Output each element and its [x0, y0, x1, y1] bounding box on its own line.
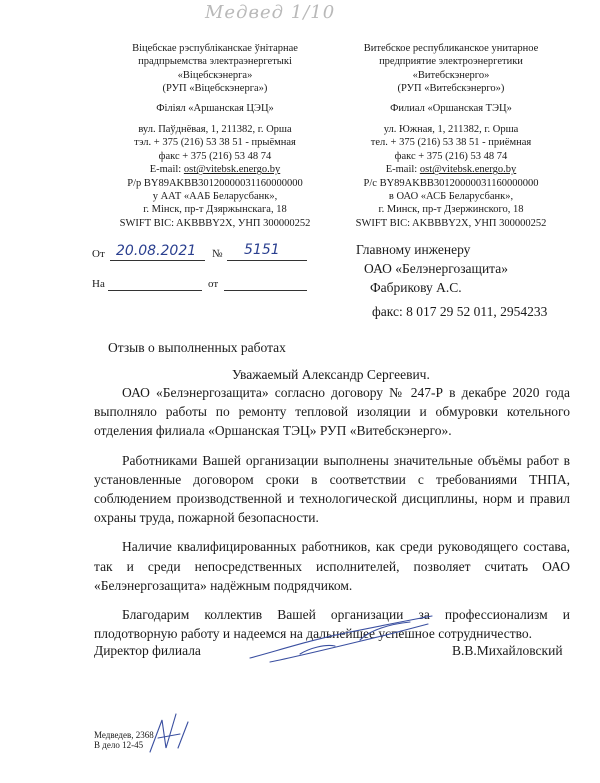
registration-row-1	[92, 244, 307, 264]
fax-line: факс + 375 (216) 53 48 74	[394, 150, 508, 162]
recipient-block	[356, 240, 576, 297]
org-line: «Витебскэнерго»	[412, 69, 490, 81]
footer-block	[94, 730, 154, 750]
branch-line: Філіял «Аршанская ЦЭЦ»	[156, 102, 274, 114]
ot-line	[224, 290, 307, 291]
phone-line: тэл. + 375 (216) 53 38 51 - прыёмная	[134, 137, 296, 149]
header-right	[336, 42, 566, 230]
account-line: Р/с BY89AKBB30120000031160000000	[363, 177, 539, 189]
email-line	[336, 163, 566, 176]
recipient-fax: факс: 8 017 29 52 011, 2954233	[372, 304, 548, 319]
handwritten-signature	[240, 610, 440, 670]
header-left	[100, 42, 330, 230]
email-label: E-mail:	[385, 164, 420, 176]
paragraph: ОАО «Белэнергозащита» согласно договору № 247-Р в декабре 2020 года выполняло работы по ремонту тепловой изоляции и обмуровки котельного отделения филиала «Оршанская ТЭЦ» РУП «Витебскэнерго».	[94, 385, 570, 439]
greeting: Уважаемый Александр Сергеевич.	[232, 367, 430, 382]
number-line	[227, 260, 307, 261]
phone-line: тел. + 375 (216) 53 38 51 - приёмная	[370, 137, 532, 149]
paragraph: Благодарим коллектив Вашей организации за профессионализм и плодотворную работу и надеемся на дальнейшее успешное сотрудничество.	[94, 607, 570, 642]
swift-line: SWIFT BIC: AKBBBY2X, УНП 300000252	[355, 217, 547, 229]
handwritten-date: 20.08.2021	[116, 243, 197, 259]
recipient-position: Главному инженеру	[356, 242, 471, 257]
account-line: Р/р BY89AKBB30120000031160000000	[127, 177, 303, 189]
recipient-org: ОАО «Белэнергозащита»	[364, 261, 508, 276]
bank-line: у ААТ «ААБ Беларусбанк»,	[152, 191, 278, 203]
bank-address-line: г. Минск, пр-т Дзержинского, 18	[378, 204, 524, 216]
file-line: В дело 12-45	[94, 740, 144, 750]
date-line	[110, 260, 205, 261]
paragraph: Наличие квалифицированных работников, как среди руководящего состава, так и среди непосредственных исполнителей, позволяет считать ОАО «Белэнергозащита» надёжным подрядчиком.	[94, 539, 570, 593]
subject-line: Отзыв о выполненных работах	[108, 340, 286, 355]
email-link[interactable]: ost@vitebsk.energo.by	[183, 164, 281, 176]
email-label: E-mail:	[149, 164, 184, 176]
org-line: прадпрыемства электраэнергетыкі	[138, 56, 292, 68]
from-label: От	[92, 248, 105, 260]
email-link[interactable]: ost@vitebsk.energo.by	[419, 164, 517, 176]
signatory-name: В.В.Михайловский	[452, 643, 563, 658]
fax-line: факс + 375 (216) 53 48 74	[158, 150, 272, 162]
na-label: На	[92, 278, 105, 290]
bank-address-line: г. Мінск, пр-т Дзяржынскага, 18	[143, 204, 287, 216]
address-line: вул. Паўднёвая, 1, 211382, г. Орша	[138, 124, 292, 136]
swift-line: SWIFT BIC: AKBBBY2X, УНП 300000252	[119, 217, 311, 229]
org-line: Віцебскае рэспубліканскае ўнітарнае	[132, 43, 298, 54]
org-line: (РУП «Віцебскэнерга»)	[162, 83, 268, 95]
email-line	[100, 163, 330, 176]
org-line: (РУП «Витебскэнерго»)	[397, 83, 505, 95]
recipient-name: Фабрикову А.С.	[370, 280, 462, 295]
handwritten-top-mark: Медвед 1/10	[205, 2, 336, 23]
na-line	[108, 290, 202, 291]
number-label: №	[212, 248, 223, 260]
registration-row-2	[92, 276, 307, 296]
address-line: ул. Южная, 1, 211382, г. Орша	[383, 124, 519, 136]
org-line: «Віцебскэнерга»	[177, 69, 253, 81]
org-line: предприятие электроэнергетики	[379, 56, 523, 68]
org-line: Витебское республиканское унитарное	[363, 43, 539, 54]
signatory-title: Директор филиала	[94, 643, 201, 658]
bank-line: в ОАО «АСБ Беларусбанк»,	[388, 191, 514, 203]
executor-line: Медведев, 2368	[94, 730, 154, 740]
letter-body	[94, 383, 570, 643]
paragraph: Работниками Вашей организации выполнены значительные объёмы работ в установленные договором сроки в соответствии с требованиями ТНПА, соблюдением производственной и технологической дисциплины, норм и правил охраны труда, пожарной безопасности.	[94, 452, 570, 526]
branch-line: Филиал «Оршанская ТЭЦ»	[390, 102, 512, 114]
handwritten-number: 5151	[244, 242, 280, 258]
ot-label: от	[208, 278, 219, 290]
